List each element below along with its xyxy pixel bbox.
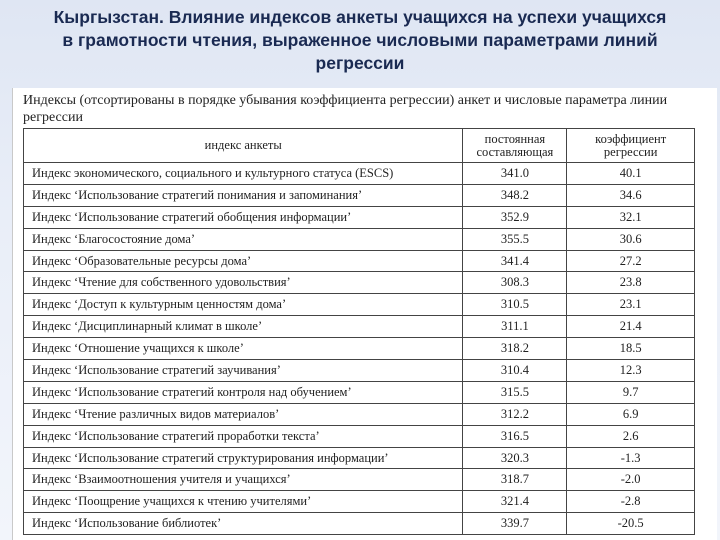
row-index-name: Индекс экономического, социального и культурного статуса (ESCS) <box>24 163 463 185</box>
row-coefficient: -20.5 <box>567 513 695 535</box>
table-caption: Индексы (отсортированы в порядке убывания коэффициента регрессии) анкет и числовые параметра линии регрессии <box>23 93 668 125</box>
row-constant: 341.0 <box>463 163 567 185</box>
header-coefficient: коэффициент регрессии <box>567 129 695 163</box>
title-line-2: в грамотности чтения, выраженное числовыми параметрами линий <box>62 30 658 50</box>
slide-title <box>0 6 720 75</box>
table-row <box>24 425 695 447</box>
table-row <box>24 447 695 469</box>
table-row <box>24 403 695 425</box>
row-index-name: Индекс ‘Благосостояние дома’ <box>24 228 463 250</box>
table-header-row <box>24 129 695 163</box>
table-row <box>24 206 695 228</box>
row-coefficient: 9.7 <box>567 381 695 403</box>
table-row <box>24 250 695 272</box>
row-constant: 315.5 <box>463 381 567 403</box>
row-constant: 348.2 <box>463 184 567 206</box>
row-coefficient: 12.3 <box>567 360 695 382</box>
row-constant: 318.2 <box>463 338 567 360</box>
row-index-name: Индекс ‘Использование стратегий понимания и запоминания’ <box>24 184 463 206</box>
row-index-name: Индекс ‘Поощрение учащихся к чтению учителями’ <box>24 491 463 513</box>
table-row <box>24 316 695 338</box>
table-row <box>24 491 695 513</box>
table-row <box>24 381 695 403</box>
row-index-name: Индекс ‘Образовательные ресурсы дома’ <box>24 250 463 272</box>
row-coefficient: 34.6 <box>567 184 695 206</box>
row-constant: 311.1 <box>463 316 567 338</box>
document-panel <box>12 88 717 540</box>
row-index-name: Индекс ‘Чтение для собственного удовольствия’ <box>24 272 463 294</box>
table-row <box>24 360 695 382</box>
row-constant: 339.7 <box>463 513 567 535</box>
row-constant: 318.7 <box>463 469 567 491</box>
table-row <box>24 163 695 185</box>
table-row <box>24 272 695 294</box>
row-index-name: Индекс ‘Дисциплинарный климат в школе’ <box>24 316 463 338</box>
row-index-name: Индекс ‘Чтение различных видов материалов’ <box>24 403 463 425</box>
row-constant: 310.5 <box>463 294 567 316</box>
row-index-name: Индекс ‘Использование стратегий заучивания’ <box>24 360 463 382</box>
row-constant: 312.2 <box>463 403 567 425</box>
table-row <box>24 228 695 250</box>
row-coefficient: 32.1 <box>567 206 695 228</box>
header-index: индекс анкеты <box>24 129 463 163</box>
row-coefficient: -2.0 <box>567 469 695 491</box>
table-row <box>24 184 695 206</box>
table-row <box>24 294 695 316</box>
row-coefficient: -2.8 <box>567 491 695 513</box>
row-coefficient: 27.2 <box>567 250 695 272</box>
row-coefficient: 6.9 <box>567 403 695 425</box>
row-coefficient: 23.8 <box>567 272 695 294</box>
row-constant: 320.3 <box>463 447 567 469</box>
row-index-name: Индекс ‘Использование стратегий проработки текста’ <box>24 425 463 447</box>
row-coefficient: -1.3 <box>567 447 695 469</box>
row-index-name: Индекс ‘Использование библиотек’ <box>24 513 463 535</box>
table-row <box>24 338 695 360</box>
row-index-name: Индекс ‘Взаимоотношения учителя и учащихся’ <box>24 469 463 491</box>
row-coefficient: 2.6 <box>567 425 695 447</box>
row-index-name: Индекс ‘Использование стратегий структурирования информации’ <box>24 447 463 469</box>
title-line-3: регрессии <box>315 53 405 73</box>
row-coefficient: 40.1 <box>567 163 695 185</box>
row-index-name: Индекс ‘Доступ к культурным ценностям дома’ <box>24 294 463 316</box>
title-line-1: Кыргызстан. Влияние индексов анкеты учащихся на успехи учащихся <box>53 7 667 27</box>
regression-table <box>23 128 695 535</box>
table-row <box>24 469 695 491</box>
row-constant: 355.5 <box>463 228 567 250</box>
row-constant: 341.4 <box>463 250 567 272</box>
row-index-name: Индекс ‘Использование стратегий контроля над обучением’ <box>24 381 463 403</box>
header-constant: постоянная составляющая <box>463 129 567 163</box>
row-constant: 352.9 <box>463 206 567 228</box>
row-index-name: Индекс ‘Использование стратегий обобщения информации’ <box>24 206 463 228</box>
row-constant: 316.5 <box>463 425 567 447</box>
row-constant: 308.3 <box>463 272 567 294</box>
row-constant: 310.4 <box>463 360 567 382</box>
row-coefficient: 23.1 <box>567 294 695 316</box>
row-coefficient: 18.5 <box>567 338 695 360</box>
table-row <box>24 513 695 535</box>
row-coefficient: 30.6 <box>567 228 695 250</box>
row-coefficient: 21.4 <box>567 316 695 338</box>
row-constant: 321.4 <box>463 491 567 513</box>
row-index-name: Индекс ‘Отношение учащихся к школе’ <box>24 338 463 360</box>
